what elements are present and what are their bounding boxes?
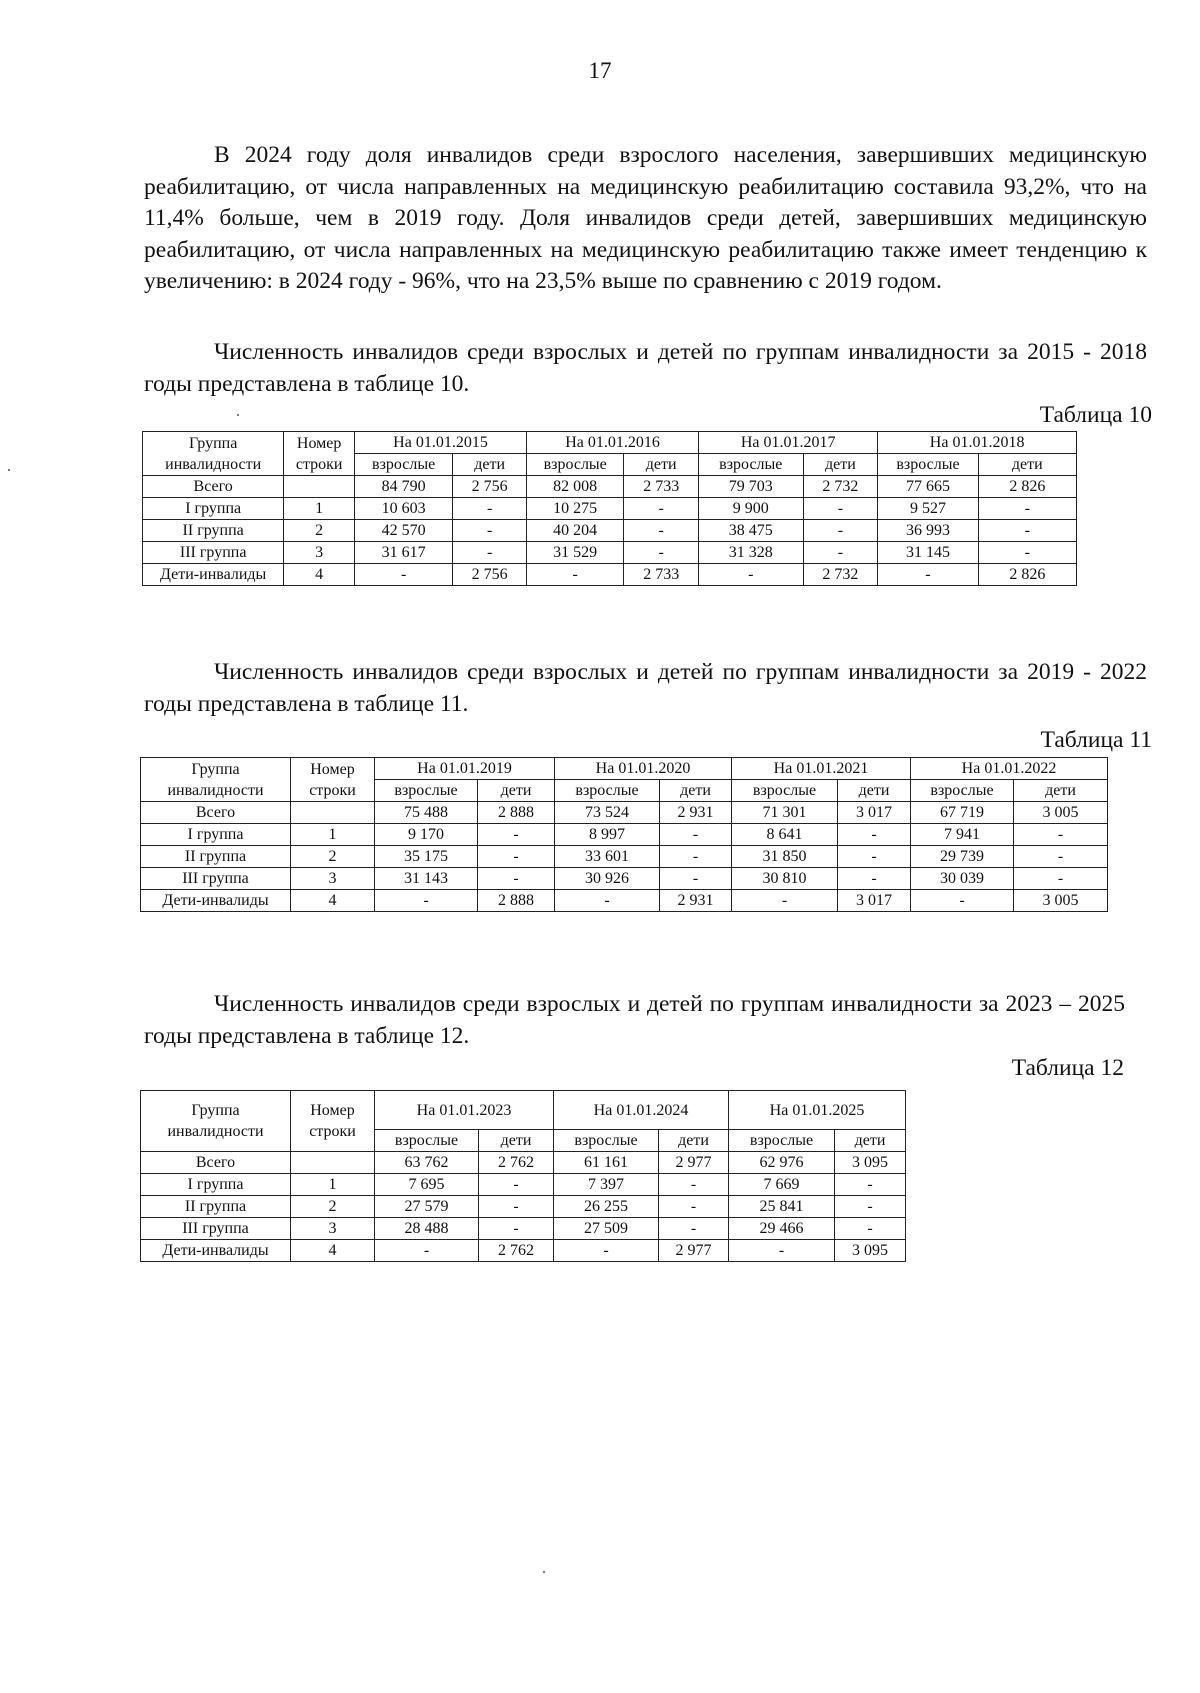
- table-cell: -: [732, 890, 838, 912]
- children-header: дети: [479, 1130, 554, 1152]
- table-cell: -: [803, 542, 878, 564]
- table-cell: -: [660, 824, 732, 846]
- table-12: [140, 1090, 906, 1262]
- table-cell: -: [1014, 868, 1108, 890]
- table-cell: 27 509: [554, 1218, 659, 1240]
- date-header: На 01.01.2019: [375, 758, 555, 780]
- date-header: На 01.01.2022: [911, 758, 1108, 780]
- table-cell: 9 170: [375, 824, 478, 846]
- date-header: На 01.01.2023: [375, 1091, 554, 1130]
- row-number: 4: [291, 890, 375, 912]
- table-cell: 33 601: [555, 846, 660, 868]
- table-cell: -: [835, 1174, 906, 1196]
- table-cell: 73 524: [555, 802, 660, 824]
- table-cell: -: [478, 846, 555, 868]
- date-header: На 01.01.2017: [699, 432, 878, 454]
- table-cell: 7 397: [554, 1174, 659, 1196]
- adults-header: взрослые: [911, 780, 1014, 802]
- scan-speck: [543, 1571, 545, 1573]
- table-cell: 38 475: [699, 520, 803, 542]
- table-11: [140, 757, 1108, 912]
- row-number: [291, 1152, 375, 1174]
- table-cell: 63 762: [375, 1152, 479, 1174]
- paragraph-rehabilitation: В 2024 году доля инвалидов среди взрослого населения, завершивших медицинскую реабилитацию, от числа направленных на медицинскую реабилитацию составила 93,2%, что на 11,4% больше, чем в 2019 году. Доля инвалидов среди детей, завершивших медицинскую реабилитацию, от числа направленных на медицинскую реабилитацию также имеет тенденцию к увеличению: в 2024 году - 96%, что на 23,5% выше по сравнению с 2019 годом.: [144, 142, 1147, 294]
- table-row: [141, 846, 1108, 868]
- table-header-row: [141, 758, 1108, 780]
- table-cell: 2 762: [479, 1152, 554, 1174]
- row-label: I группа: [141, 1174, 291, 1196]
- table-cell: 31 529: [527, 542, 624, 564]
- row-label: II группа: [143, 520, 284, 542]
- table-cell: 7 669: [729, 1174, 835, 1196]
- table-cell: -: [699, 564, 803, 586]
- table-cell: -: [978, 498, 1076, 520]
- table-header-row: [141, 1091, 906, 1130]
- table-cell: -: [479, 1218, 554, 1240]
- table-cell: 84 790: [354, 476, 452, 498]
- page-number: 17: [588, 58, 612, 83]
- table-cell: 77 665: [878, 476, 978, 498]
- scan-speck: [8, 469, 10, 471]
- table-cell: -: [835, 1196, 906, 1218]
- row-number-header: Номер строки: [284, 432, 355, 476]
- row-number: 2: [284, 520, 355, 542]
- table-cell: 29 466: [729, 1218, 835, 1240]
- date-header: На 01.01.2015: [354, 432, 526, 454]
- table-row: [143, 520, 1077, 542]
- adults-header: взрослые: [554, 1130, 659, 1152]
- table-cell: 79 703: [699, 476, 803, 498]
- table-10: [142, 431, 1077, 586]
- adults-header: взрослые: [354, 454, 452, 476]
- table-cell: 42 570: [354, 520, 452, 542]
- table-cell: -: [624, 498, 699, 520]
- table-cell: 2 977: [659, 1152, 729, 1174]
- row-label: Всего: [141, 802, 291, 824]
- row-label: Всего: [141, 1152, 291, 1174]
- table-cell: 2 733: [624, 476, 699, 498]
- table-cell: -: [659, 1196, 729, 1218]
- children-header: дети: [659, 1130, 729, 1152]
- children-header: дети: [624, 454, 699, 476]
- table-cell: -: [478, 824, 555, 846]
- row-number-header: Номер строки: [291, 758, 375, 802]
- table-cell: -: [478, 868, 555, 890]
- table-cell: 7 695: [375, 1174, 479, 1196]
- table-row: [143, 476, 1077, 498]
- adults-header: взрослые: [375, 780, 478, 802]
- table-cell: -: [838, 824, 911, 846]
- table-cell: 36 993: [878, 520, 978, 542]
- table-cell: -: [660, 868, 732, 890]
- table-row: [141, 868, 1108, 890]
- table-cell: -: [354, 564, 452, 586]
- table-cell: -: [479, 1174, 554, 1196]
- table-cell: -: [1014, 824, 1108, 846]
- row-label: II группа: [141, 1196, 291, 1218]
- children-header: дети: [835, 1130, 906, 1152]
- row-number: 2: [291, 1196, 375, 1218]
- table-cell: 3 095: [835, 1152, 906, 1174]
- table-cell: -: [878, 564, 978, 586]
- table-cell: 71 301: [732, 802, 838, 824]
- paragraph-table11-intro: Численность инвалидов среди взрослых и детей по группам инвалидности за 2019 - 2022 годы представлена в таблице 11.: [144, 659, 1147, 717]
- adults-header: взрослые: [555, 780, 660, 802]
- table-cell: 3 017: [838, 890, 911, 912]
- children-header: дети: [838, 780, 911, 802]
- table-cell: 82 008: [527, 476, 624, 498]
- table-row: [141, 890, 1108, 912]
- table-row: [141, 1240, 906, 1262]
- row-number: 3: [291, 1218, 375, 1240]
- group-header: Группа инвалидности: [141, 758, 291, 802]
- group-header: Группа инвалидности: [143, 432, 284, 476]
- group-header: Группа инвалидности: [141, 1091, 291, 1152]
- scan-speck: [237, 414, 239, 416]
- table-cell: -: [835, 1218, 906, 1240]
- table-cell: -: [453, 520, 527, 542]
- table-row: [143, 498, 1077, 520]
- table-cell: 30 039: [911, 868, 1014, 890]
- date-header: На 01.01.2021: [732, 758, 911, 780]
- row-number: 4: [284, 564, 355, 586]
- table-cell: 29 739: [911, 846, 1014, 868]
- row-number-header: Номер строки: [291, 1091, 375, 1152]
- table-cell: -: [911, 890, 1014, 912]
- paragraph-table12-intro: Численность инвалидов среди взрослых и детей по группам инвалидности за 2023 – 2025 годы представлена в таблице 12.: [144, 991, 1125, 1049]
- table-row: [141, 1196, 906, 1218]
- children-header: дети: [453, 454, 527, 476]
- table-row: [143, 564, 1077, 586]
- table-cell: 3 017: [838, 802, 911, 824]
- row-number: [284, 476, 355, 498]
- row-number: 2: [291, 846, 375, 868]
- table-cell: 10 275: [527, 498, 624, 520]
- table-cell: 28 488: [375, 1218, 479, 1240]
- table-cell: 2 762: [479, 1240, 554, 1262]
- table-cell: -: [803, 498, 878, 520]
- table-cell: 9 527: [878, 498, 978, 520]
- table-header-row: [143, 432, 1077, 454]
- adults-header: взрослые: [878, 454, 978, 476]
- table-cell: 67 719: [911, 802, 1014, 824]
- table-cell: 3 095: [835, 1240, 906, 1262]
- table-cell: 31 850: [732, 846, 838, 868]
- row-number: 1: [291, 824, 375, 846]
- table-cell: 62 976: [729, 1152, 835, 1174]
- date-header: На 01.01.2020: [555, 758, 732, 780]
- adults-header: взрослые: [527, 454, 624, 476]
- table-row: [141, 802, 1108, 824]
- table-cell: -: [659, 1174, 729, 1196]
- table-cell: 2 931: [660, 802, 732, 824]
- table-cell: -: [729, 1240, 835, 1262]
- adults-header: взрослые: [729, 1130, 835, 1152]
- table-cell: 2 756: [453, 564, 527, 586]
- table-cell: -: [453, 542, 527, 564]
- table11-caption: Таблица 11: [1040, 727, 1152, 753]
- table-cell: 31 145: [878, 542, 978, 564]
- table-cell: -: [555, 890, 660, 912]
- table-cell: 2 732: [803, 476, 878, 498]
- table-cell: 75 488: [375, 802, 478, 824]
- date-header: На 01.01.2016: [527, 432, 699, 454]
- children-header: дети: [803, 454, 878, 476]
- table-cell: -: [624, 520, 699, 542]
- table-cell: -: [660, 846, 732, 868]
- table-cell: 8 997: [555, 824, 660, 846]
- row-label: Всего: [143, 476, 284, 498]
- row-number: 4: [291, 1240, 375, 1262]
- date-header: На 01.01.2025: [729, 1091, 906, 1130]
- row-label: Дети-инвалиды: [141, 1240, 291, 1262]
- table-cell: 2 732: [803, 564, 878, 586]
- table-cell: 35 175: [375, 846, 478, 868]
- table-cell: -: [1014, 846, 1108, 868]
- row-label: II группа: [141, 846, 291, 868]
- table-cell: -: [479, 1196, 554, 1218]
- table-cell: 2 888: [478, 890, 555, 912]
- children-header: дети: [1014, 780, 1108, 802]
- table-cell: -: [838, 846, 911, 868]
- row-label: Дети-инвалиды: [141, 890, 291, 912]
- table-cell: 9 900: [699, 498, 803, 520]
- children-header: дети: [478, 780, 555, 802]
- table12-caption: Таблица 12: [1011, 1055, 1124, 1081]
- date-header: На 01.01.2018: [878, 432, 1077, 454]
- table-cell: -: [375, 890, 478, 912]
- table-cell: 27 579: [375, 1196, 479, 1218]
- table-cell: 61 161: [554, 1152, 659, 1174]
- row-label: Дети-инвалиды: [143, 564, 284, 586]
- table-row: [143, 542, 1077, 564]
- table-cell: 31 617: [354, 542, 452, 564]
- paragraph-table10-intro: Численность инвалидов среди взрослых и детей по группам инвалидности за 2015 - 2018 годы представлена в таблице 10.: [144, 339, 1147, 397]
- table-cell: 2 977: [659, 1240, 729, 1262]
- table-cell: -: [453, 498, 527, 520]
- table-cell: -: [659, 1218, 729, 1240]
- table-cell: 2 756: [453, 476, 527, 498]
- table-cell: 2 931: [660, 890, 732, 912]
- table-cell: 31 143: [375, 868, 478, 890]
- table-cell: -: [375, 1240, 479, 1262]
- table-cell: -: [978, 520, 1076, 542]
- row-number: 3: [284, 542, 355, 564]
- adults-header: взрослые: [699, 454, 803, 476]
- children-header: дети: [660, 780, 732, 802]
- date-header: На 01.01.2024: [554, 1091, 729, 1130]
- table-cell: -: [554, 1240, 659, 1262]
- adults-header: взрослые: [375, 1130, 479, 1152]
- table-cell: 2 826: [978, 476, 1076, 498]
- table-cell: 31 328: [699, 542, 803, 564]
- table-cell: 3 005: [1014, 890, 1108, 912]
- table-cell: 25 841: [729, 1196, 835, 1218]
- table-cell: -: [527, 564, 624, 586]
- table-cell: 30 926: [555, 868, 660, 890]
- table-cell: 8 641: [732, 824, 838, 846]
- row-number: 1: [284, 498, 355, 520]
- table-row: [141, 824, 1108, 846]
- table-cell: 40 204: [527, 520, 624, 542]
- row-label: I группа: [141, 824, 291, 846]
- table-cell: 26 255: [554, 1196, 659, 1218]
- table-cell: 2 888: [478, 802, 555, 824]
- table-cell: 10 603: [354, 498, 452, 520]
- table-cell: 2 826: [978, 564, 1076, 586]
- table-cell: 3 005: [1014, 802, 1108, 824]
- row-number: [291, 802, 375, 824]
- table-row: [141, 1152, 906, 1174]
- row-number: 1: [291, 1174, 375, 1196]
- table-cell: -: [978, 542, 1076, 564]
- table-cell: -: [838, 868, 911, 890]
- children-header: дети: [978, 454, 1076, 476]
- row-label: III группа: [143, 542, 284, 564]
- table-cell: -: [803, 520, 878, 542]
- table-cell: 30 810: [732, 868, 838, 890]
- row-number: 3: [291, 868, 375, 890]
- table-cell: 2 733: [624, 564, 699, 586]
- table-row: [141, 1218, 906, 1240]
- table-cell: -: [624, 542, 699, 564]
- table-row: [141, 1174, 906, 1196]
- table10-caption: Таблица 10: [1039, 402, 1152, 428]
- adults-header: взрослые: [732, 780, 838, 802]
- row-label: III группа: [141, 1218, 291, 1240]
- row-label: III группа: [141, 868, 291, 890]
- row-label: I группа: [143, 498, 284, 520]
- table-cell: 7 941: [911, 824, 1014, 846]
